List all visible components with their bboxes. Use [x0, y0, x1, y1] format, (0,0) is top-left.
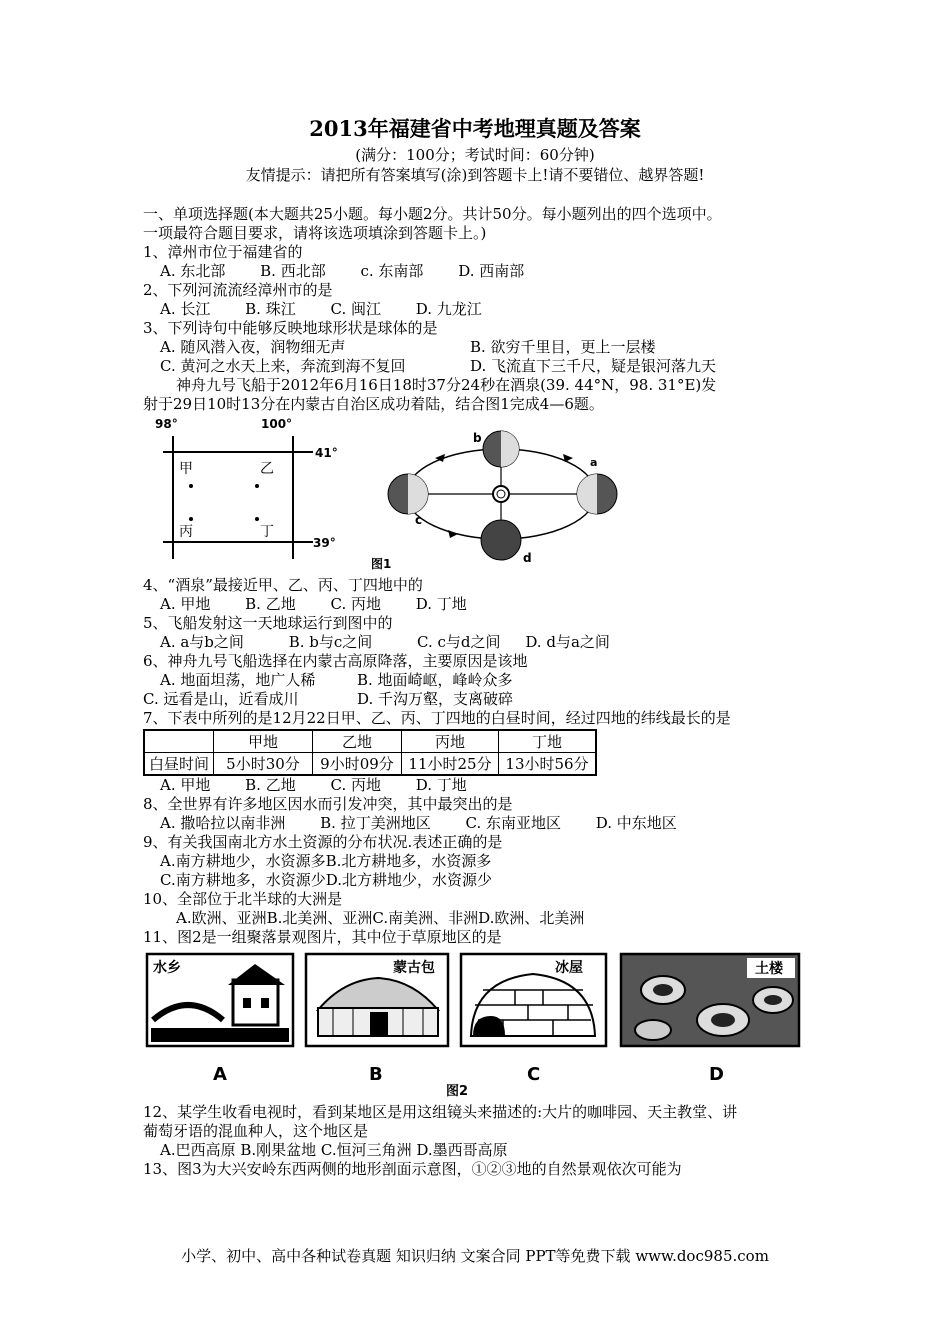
q7-option-d: D. 丁地 — [415, 776, 467, 794]
lat-lon-map — [163, 436, 313, 559]
q1-option-c: c. 东南部 — [360, 262, 424, 280]
table-row — [144, 753, 596, 776]
figure-1-caption: 图1 — [371, 557, 392, 571]
q5-option-d: D. d与a之间 — [525, 633, 610, 651]
q7-options — [160, 776, 467, 795]
point-yi: 乙 — [260, 461, 274, 477]
q8-option-c: C. 东南亚地区 — [465, 814, 561, 832]
q10-stem: 10、全部位于北半球的大洲是 — [143, 890, 343, 908]
earth-icon-a — [577, 474, 617, 514]
q12-options: A.巴西高原 B.刚果盆地 C.恒河三角洲 D.墨西哥高原 — [160, 1141, 508, 1159]
section-intro-line1: 一、单项选择题(本大题共25小题。每小题2分。共计50分。每小题列出的四个选项中。 — [143, 205, 722, 223]
table-cell: 甲地 — [214, 730, 313, 753]
q5-option-a: A. a与b之间 — [160, 633, 244, 651]
q1-stem: 1、漳州市位于福建省的 — [143, 243, 303, 261]
q13-stem: 13、图3为大兴安岭东西两侧的地形剖面示意图，①②③地的自然景观依次可能为 — [143, 1160, 682, 1178]
orbit-label-b: b — [473, 431, 482, 445]
orbit-label-a: a — [590, 456, 598, 469]
q1-option-d: D. 西南部 — [458, 262, 525, 280]
figure-2-caption: 图2 — [446, 1084, 469, 1099]
table-cell: 丙地 — [402, 730, 499, 753]
earth-icon-b — [483, 431, 519, 467]
q2-option-d: D. 九龙江 — [415, 300, 482, 318]
q8-stem: 8、全世界有许多地区因水而引发冲突，其中最突出的是 — [143, 795, 513, 813]
q7-option-b: B. 乙地 — [245, 776, 296, 794]
q7-stem: 7、下表中所列的是12月22日甲、乙、丙、丁四地的白昼时间，经过四地的纬线最长的是 — [143, 709, 731, 727]
q3-stem: 3、下列诗句中能够反映地球形状是球体的是 — [143, 319, 438, 337]
table-cell: 13小时56分 — [499, 753, 597, 776]
q4-option-c: C. 丙地 — [330, 595, 381, 613]
panel-d-letter: D — [709, 1064, 724, 1085]
panel-b-label: 蒙古包 — [393, 960, 435, 976]
q2-stem: 2、下列河流流经漳州市的是 — [143, 281, 333, 299]
q9-options-line2: C.南方耕地多，水资源少D.北方耕地少，水资源少 — [160, 871, 492, 889]
panel-c-letter: C — [527, 1064, 541, 1085]
q4-option-a: A. 甲地 — [160, 595, 211, 613]
q6-option-d: D. 千沟万壑，支离破碎 — [357, 690, 514, 708]
q2-option-a: A. 长江 — [160, 300, 211, 318]
settlement-photo-b — [306, 954, 448, 1046]
settlement-photo-a — [147, 954, 293, 1046]
q8-option-a: A. 撒哈拉以南非洲 — [160, 814, 286, 832]
q5-stem: 5、飞船发射这一天地球运行到图中的 — [143, 614, 393, 632]
q7-option-c: C. 丙地 — [330, 776, 381, 794]
daylight-table — [143, 729, 597, 776]
page-footer: 小学、初中、高中各种试卷真题 知识归纳 文案合同 PPT等免费下载 www.doc985.com — [181, 1247, 769, 1265]
q8-options — [160, 814, 677, 833]
q1-option-a: A. 东北部 — [160, 262, 226, 280]
q4-stem: 4、“酒泉”最接近甲、乙、丙、丁四地中的 — [143, 576, 423, 594]
q10-options: A.欧洲、亚洲B.北美洲、亚洲C.南美洲、非洲D.欧洲、北美洲 — [176, 909, 585, 927]
exam-info: (满分：100分；考试时间：60分钟) — [355, 146, 595, 164]
q3-option-c: C. 黄河之水天上来，奔流到海不复回 — [160, 357, 406, 375]
table-cell: 9小时09分 — [313, 753, 402, 776]
passage-line1: 神舟九号飞船于2012年6月16日18时37分24秒在酒泉(39. 44°N，98. 31°E)发 — [176, 376, 717, 394]
q5-option-c: C. c与d之间 — [417, 633, 501, 651]
notice: 友情提示：请把所有答案填写(涂)到答题卡上!请不要错位、越界答题! — [245, 166, 705, 184]
panel-d-label: 土楼 — [755, 961, 783, 977]
q12-stem-line1: 12、某学生收看电视时，看到某地区是用这组镜头来描述的:大片的咖啡园、天主教堂、讲 — [143, 1103, 738, 1121]
table-cell: 11小时25分 — [402, 753, 499, 776]
q3-option-a: A. 随风潜入夜，润物细无声 — [160, 338, 346, 356]
lat-bottom-label: 39° — [313, 536, 336, 550]
q9-options-line1: A.南方耕地少，水资源多B.北方耕地多，水资源多 — [160, 852, 492, 870]
section-intro-line2: 一项最符合题目要求，请将该选项填涂到答题卡上。) — [143, 224, 487, 242]
figure-1 — [143, 414, 653, 576]
earth-orbit-diagram — [388, 431, 617, 565]
settlement-photo-d — [621, 954, 799, 1046]
settlement-photo-c — [461, 954, 606, 1046]
earth-icon-d — [481, 520, 521, 560]
q9-stem: 9、有关我国南北方水土资源的分布状况.表述正确的是 — [143, 833, 503, 851]
q12-stem-line2: 葡萄牙语的混血种人，这个地区是 — [143, 1122, 369, 1140]
q1-option-b: B. 西北部 — [260, 262, 326, 280]
q6-stem: 6、神舟九号飞船选择在内蒙古高原降落，主要原因是该地 — [143, 652, 528, 670]
q4-option-b: B. 乙地 — [245, 595, 296, 613]
lon-left-label: 98° — [155, 417, 178, 431]
q8-option-b: B. 拉丁美洲地区 — [320, 814, 431, 832]
q4-option-d: D. 丁地 — [415, 595, 467, 613]
orbit-label-d: d — [523, 551, 532, 565]
q1-options — [160, 262, 524, 281]
table-cell: 乙地 — [313, 730, 402, 753]
q6-option-b: B. 地面崎岖，峰岭众多 — [357, 671, 513, 689]
passage-line2: 射于29日10时13分在内蒙古自治区成功着陆，结合图1完成4—6题。 — [143, 395, 604, 413]
q4-options — [160, 595, 467, 614]
q8-option-d: D. 中东地区 — [595, 814, 677, 832]
table-header-row — [144, 730, 596, 753]
point-ding: 丁 — [260, 524, 274, 540]
table-cell: 5小时30分 — [214, 753, 313, 776]
panel-a-label: 水乡 — [153, 960, 181, 976]
orbit-label-c: c — [415, 513, 423, 527]
earth-icon-c — [388, 474, 428, 514]
lat-top-label: 41° — [315, 446, 338, 460]
q11-stem: 11、图2是一组聚落景观图片，其中位于草原地区的是 — [143, 928, 502, 946]
q2-option-b: B. 珠江 — [245, 300, 296, 318]
q3-option-d: D. 飞流直下三千尺，疑是银河落九天 — [470, 357, 717, 375]
q2-option-c: C. 闽江 — [330, 300, 381, 318]
page-title: 2013年福建省中考地理真题及答案 — [309, 116, 641, 141]
lon-right-label: 100° — [261, 417, 293, 431]
q3-option-b: B. 欲穷千里目，更上一层楼 — [470, 338, 656, 356]
panel-b-letter: B — [369, 1064, 383, 1085]
q5-option-b: B. b与c之间 — [288, 633, 373, 651]
table-cell: 丁地 — [499, 730, 597, 753]
point-jia: 甲 — [179, 461, 193, 477]
panel-c-label: 冰屋 — [555, 960, 583, 976]
point-bing: 丙 — [179, 524, 193, 540]
figure-2 — [143, 950, 803, 1100]
table-cell: 白昼时间 — [144, 753, 214, 776]
q6-option-c: C. 远看是山，近看成川 — [143, 690, 299, 708]
q6-option-a: A. 地面坦荡，地广人稀 — [160, 671, 316, 689]
table-cell — [144, 730, 214, 753]
q7-option-a: A. 甲地 — [160, 776, 211, 794]
q2-options — [160, 300, 482, 319]
q5-options — [160, 633, 610, 652]
panel-a-letter: A — [213, 1064, 227, 1085]
